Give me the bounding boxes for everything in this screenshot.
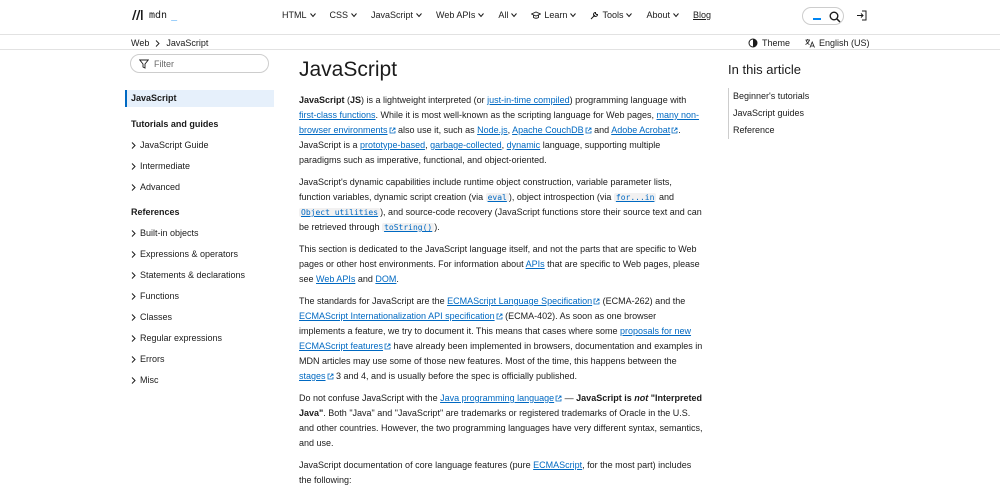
breadcrumb-javascript[interactable]: JavaScript (166, 38, 209, 48)
link-dom[interactable]: DOM (375, 274, 397, 284)
sidebar-item-functions[interactable] (131, 291, 179, 301)
chevron-right-icon (131, 163, 136, 170)
nav-about[interactable] (646, 10, 679, 20)
chevron-down-icon (570, 12, 576, 18)
sidebar-item-intermediate[interactable] (131, 161, 190, 171)
sidebar-item-label: JavaScript Guide (140, 140, 209, 150)
page-title: JavaScript (299, 58, 398, 81)
external-link-icon (496, 313, 503, 320)
theme-icon (748, 38, 758, 48)
nav-label: Learn (544, 10, 568, 20)
sidebar-item-misc[interactable] (131, 375, 159, 385)
sidebar-item-javascript-guide[interactable] (131, 140, 209, 150)
sidebar-item-regular-expressions[interactable] (131, 333, 222, 343)
link-garbage-collected[interactable]: garbage-collected (430, 140, 502, 150)
login-icon[interactable] (856, 10, 867, 21)
chevron-right-icon (131, 335, 136, 342)
sidebar-item-advanced[interactable] (131, 182, 180, 192)
link-web-apis[interactable]: Web APIs (316, 274, 356, 284)
chevron-right-icon (131, 142, 136, 149)
sidebar-item-label: Regular expressions (140, 333, 223, 343)
nav-web-apis[interactable] (436, 10, 484, 20)
sidebar-item-label: Classes (140, 312, 173, 322)
paragraph-java: Do not confuse JavaScript with the Java programming language — JavaScript is not "Interpreted Java". Both "Java" and "JavaScript" are trademarks or registered trademarks of Oracle in the U.S. and other countries. However, the two programming languages have very different syntax, semantics, and use. (299, 393, 703, 448)
chevron-right-icon (131, 314, 136, 321)
sidebar-heading-references: References (131, 207, 180, 217)
link-non-browser[interactable]: many non-browser environments (299, 110, 700, 135)
sidebar-item-label: Statements & declarations (140, 270, 246, 280)
graduation-cap-icon (531, 11, 541, 20)
paragraph-intro: JavaScript (JS) is a lightweight interpreted (or just-in-time compiled) programming language with first-class functions. While it is most well-known as the scripting language for Web pages, many non-browser environments also use it, such as Node.js, Apache CouchDB and Adobe Acrobat . JavaScript is a prototype-based, garbage-collected, dynamic language, supporting multiple paradigms such as imperative, functional, and object-oriented. (299, 95, 700, 165)
theme-label: Theme (762, 38, 791, 48)
chevron-right-icon (131, 356, 136, 363)
breadcrumb (131, 38, 208, 48)
nav-label: HTML (282, 10, 307, 20)
chevron-right-icon (131, 184, 136, 191)
toc-item-beginners[interactable]: Beginner's tutorials (733, 91, 810, 101)
link-dynamic[interactable]: dynamic (506, 140, 541, 150)
chevron-down-icon (626, 12, 632, 18)
sidebar-item-label: Functions (140, 291, 180, 301)
sidebar-item-label: Errors (140, 354, 165, 364)
language-icon (805, 38, 815, 48)
link-stages[interactable]: stages (299, 371, 326, 381)
code-eval[interactable]: eval (487, 193, 507, 202)
nav-html[interactable] (282, 10, 316, 20)
sidebar-item-label: Advanced (140, 182, 181, 192)
nav-tools[interactable] (590, 10, 632, 20)
nav-learn[interactable] (531, 10, 576, 20)
paragraph-standards: The standards for JavaScript are the ECMAScript Language Specification (ECMA-262) and the ECMAScript Internationalization API specification (ECMA-402). As soon as one browser implements a feature, we try to document it. This means that cases where some proposals for new ECMAScript features have already been implemented in browsers, documentation and examples in MDN articles may use some of those new features. Most of the time, this happens between the stages 3 and 4, and is usually before the spec is officially published. (299, 296, 703, 381)
nav-css[interactable] (330, 10, 358, 20)
sidebar-item-label: Misc (140, 375, 159, 385)
theme-switcher[interactable] (748, 38, 790, 48)
external-link-icon (327, 373, 334, 380)
nav-label: Tools (602, 10, 624, 20)
sidebar-item-statements-declarations[interactable] (131, 270, 245, 280)
link-jit[interactable]: just-in-time compiled (487, 95, 570, 105)
external-link-icon (593, 298, 600, 305)
sidebar-item-expressions-operators[interactable] (131, 249, 238, 259)
chevron-right-icon (131, 251, 136, 258)
toc-title: In this article (728, 62, 801, 77)
sidebar-item-javascript[interactable] (125, 90, 274, 107)
paragraph-section: This section is dedicated to the JavaScript language itself, and not the parts that are specific to Web pages or other host environments. For information about APIs that are specific to Web pages, please see Web APIs and DOM. (299, 244, 700, 284)
link-intl-spec[interactable]: ECMAScript Internationalization API specification (299, 311, 495, 321)
sidebar-item-label: JavaScript (131, 93, 177, 103)
filter-input[interactable] (130, 54, 269, 73)
breadcrumb-web[interactable]: Web (131, 38, 150, 48)
sidebar-item-classes[interactable] (131, 312, 172, 322)
code-for-in[interactable]: for...in (615, 193, 655, 202)
chevron-right-icon (131, 230, 136, 237)
filter-icon (139, 59, 149, 69)
toc-item-reference[interactable]: Reference (733, 125, 775, 135)
chevron-down-icon (673, 12, 679, 18)
external-link-icon (384, 343, 391, 350)
sidebar-heading-tutorials: Tutorials and guides (131, 119, 219, 129)
nav-label: CSS (329, 10, 349, 20)
main-nav (282, 10, 711, 20)
chevron-right-icon (131, 377, 136, 384)
sidebar-item-built-in-objects[interactable] (131, 228, 199, 238)
chevron-down-icon (416, 12, 422, 18)
link-proposals[interactable]: proposals for new ECMAScript features (299, 326, 692, 351)
filter-placeholder: Filter (154, 59, 174, 69)
chevron-down-icon (310, 12, 316, 18)
chevron-down-icon (478, 12, 484, 18)
language-label: English (US) (819, 38, 870, 48)
link-acrobat[interactable]: Adobe Acrobat (611, 125, 671, 135)
search-icon (829, 11, 841, 23)
chevron-right-icon (131, 272, 136, 279)
chevron-down-icon (351, 12, 357, 18)
toc-item-guides[interactable]: JavaScript guides (733, 108, 805, 118)
breadcrumb-bar (0, 34, 1000, 50)
chevron-right-icon (131, 293, 136, 300)
chevron-down-icon (511, 12, 517, 18)
link-apis[interactable]: APIs (525, 259, 545, 269)
sidebar-item-label: Intermediate (140, 161, 191, 171)
top-header (0, 0, 1000, 34)
code-tostring[interactable]: toString() (384, 223, 433, 232)
link-java[interactable]: Java programming language (440, 393, 555, 403)
search-button[interactable] (802, 7, 844, 25)
external-link-icon (389, 127, 396, 134)
sidebar-item-label: Built-in objects (140, 228, 199, 238)
language-switcher[interactable] (805, 38, 870, 48)
paragraph-dynamic: JavaScript's dynamic capabilities include runtime object construction, variable parameter lists, function variables, dynamic script creation (via eval ), object introspection (via for...in and Object utilities ), and source-code recovery (JavaScript functions store their source text and can be retrieved through toString() ). (299, 177, 702, 232)
logo-text: mdn (149, 9, 168, 21)
search-cursor (813, 18, 821, 20)
mdn-logo-icon (131, 8, 145, 22)
link-nodejs[interactable]: Node.js (477, 125, 508, 135)
chevron-right-icon (155, 40, 160, 47)
nav-label: Blog (693, 10, 712, 20)
link-first-class-functions[interactable]: first-class functions (299, 110, 376, 120)
nav-label: All (498, 10, 509, 20)
paragraph-core: JavaScript documentation of core language features (pure ECMAScript, for the most part) includes the following: (299, 460, 692, 485)
sidebar-item-label: Expressions & operators (140, 249, 239, 259)
nav-blog[interactable] (693, 10, 711, 20)
link-prototype-based[interactable]: prototype-based (360, 140, 426, 150)
link-couchdb[interactable]: Apache CouchDB (512, 125, 584, 135)
mdn-logo[interactable] (131, 8, 177, 22)
toc-list (728, 88, 868, 139)
code-object-utilities[interactable]: Object utilities (301, 208, 379, 217)
link-ecmascript[interactable]: ECMAScript (533, 460, 583, 470)
logo-underscore: _ (171, 9, 178, 21)
external-link-icon (585, 127, 592, 134)
external-link-icon (555, 395, 562, 402)
link-ecmascript-spec[interactable]: ECMAScript Language Specification (447, 296, 593, 306)
external-link-icon (671, 127, 678, 134)
nav-label: About (646, 10, 670, 20)
nav-label: Web APIs (436, 10, 476, 20)
nav-javascript[interactable] (371, 10, 422, 20)
sidebar-item-errors[interactable] (131, 354, 165, 364)
nav-label: JavaScript (371, 10, 414, 20)
wrench-icon (590, 11, 599, 20)
nav-all[interactable] (498, 10, 517, 20)
